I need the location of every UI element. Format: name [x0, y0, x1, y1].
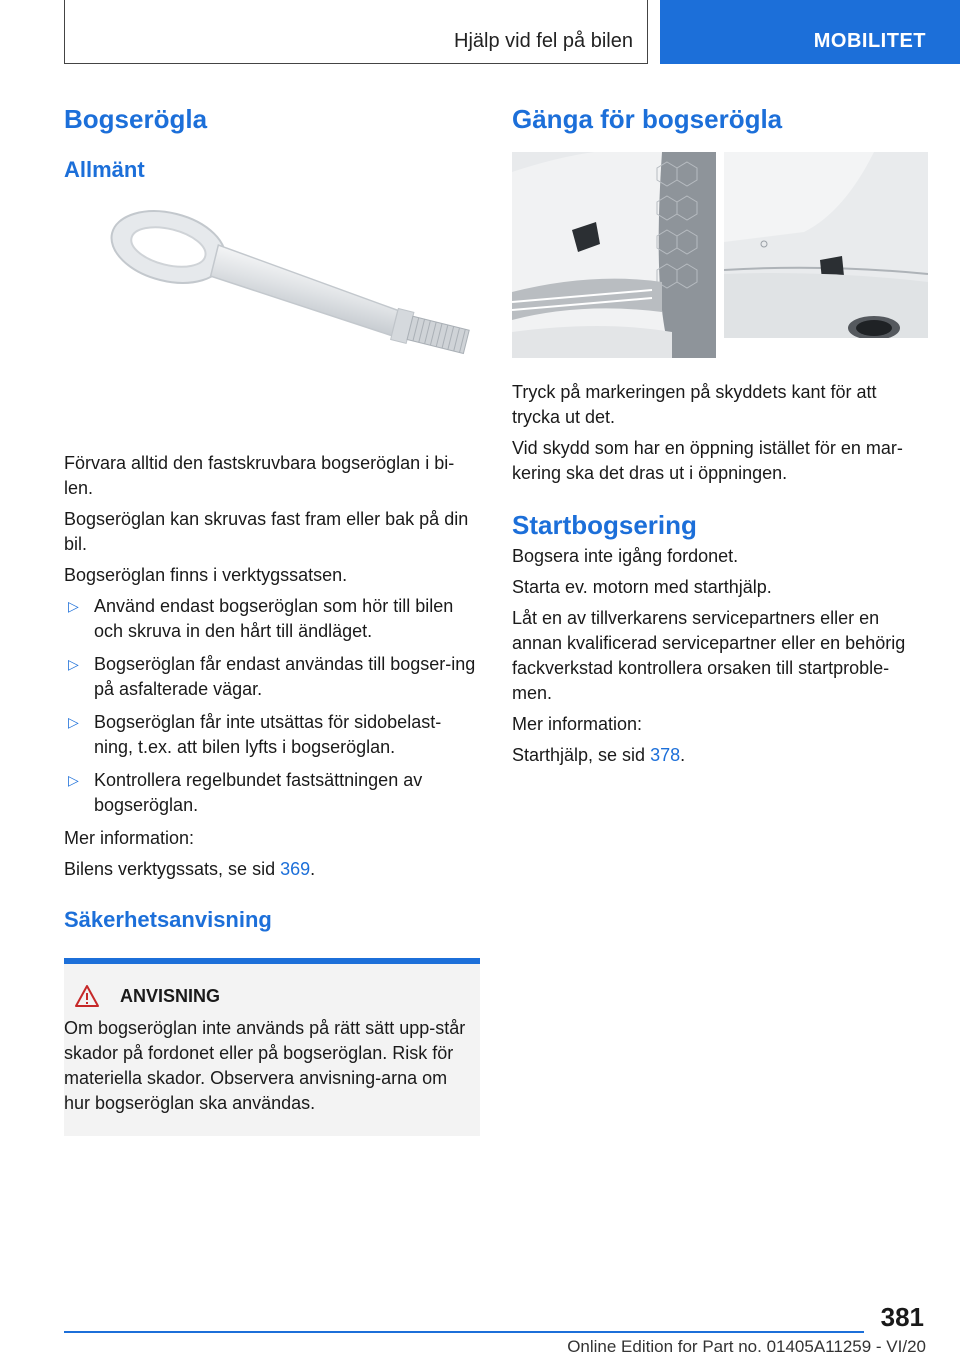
page-number: 381 [880, 1302, 924, 1332]
paragraph-jump-start: Starta ev. motorn med starthjälp. [512, 577, 772, 597]
heading-thread: Gänga för bogserögla [512, 104, 783, 134]
paragraph-service: Låt en av tillverkarens servicepartners eller en annan kvalificerad servicepartner eller en behörig fackverkstad kontrollera orsaken till startproble-men. [512, 608, 906, 703]
left-column [64, 100, 480, 1136]
right-column [512, 100, 928, 768]
reference-toolkit: Bilens verktygssats, se sid 369. [64, 859, 316, 879]
footer-edition: Online Edition for Part no. 01405A11259 - VI/20 [567, 1337, 926, 1356]
list-item: ▷ Bogseröglan får inte utsättas för sidobelast-ning, t.ex. att bilen lyfts i bogseröglan. [68, 712, 442, 757]
paragraph-mount: Bogseröglan kan skruvas fast fram eller bak på din bil. [64, 509, 469, 554]
triangle-bullet-icon: ▷ [68, 714, 79, 730]
chapter-tab-label: MOBILITET [813, 30, 926, 52]
heading-safety: Säkerhetsanvisning [64, 907, 272, 932]
list-item: ▷ Använd endast bogseröglan som hör till bilen och skruva in den hårt till ändläget. [68, 596, 454, 641]
heading-tow-eye: Bogserögla [64, 104, 208, 134]
warning-icon [74, 984, 100, 1008]
triangle-bullet-icon: ▷ [68, 656, 79, 672]
paragraph-store: Förvara alltid den fastskruvbara bogseröglan i bi-len. [64, 453, 455, 498]
reference-jump-start: Starthjälp, se sid 378. [512, 745, 686, 765]
tow-eye-image [64, 200, 480, 440]
footer-divider [64, 1331, 864, 1333]
triangle-bullet-icon: ▷ [68, 772, 79, 788]
page-link-369[interactable]: 369 [280, 859, 311, 879]
header-section-title: Hjälp vid fel på bilen [454, 30, 633, 52]
more-info-label: Mer information: [64, 828, 195, 848]
notice-body: Om bogseröglan inte används på rätt sätt upp-står skador på fordonet eller på bogseröglan. Risk för materiella skador. Observera anvisning-arna om hur bogseröglan ska användas. [64, 1018, 466, 1113]
heading-general: Allmänt [64, 157, 145, 182]
triangle-bullet-icon: ▷ [68, 598, 79, 614]
paragraph-press-marking: Tryck på markeringen på skyddets kant för att trycka ut det. [512, 382, 877, 427]
paragraph-no-tow-start: Bogsera inte igång fordonet. [512, 546, 739, 566]
chapter-tab[interactable] [660, 0, 960, 64]
notice-title: ANVISNING [120, 985, 221, 1006]
heading-tow-start: Startbogsering [512, 510, 697, 540]
paragraph-toolkit: Bogseröglan finns i verktygssatsen. [64, 565, 348, 585]
bumper-images [512, 152, 928, 358]
rear-bumper-image [724, 152, 928, 338]
front-bumper-image [512, 152, 716, 358]
instruction-list [64, 594, 480, 818]
header-section-box [64, 0, 648, 64]
notice-box [64, 958, 480, 1136]
list-item: ▷ Kontrollera regelbundet fastsättningen av bogseröglan. [68, 770, 423, 815]
page-link-378[interactable]: 378 [650, 745, 681, 765]
list-item: ▷ Bogseröglan får endast användas till bogser-ing på asfalterade vägar. [68, 654, 476, 699]
paragraph-opening: Vid skydd som har en öppning istället för en mar-kering ska det dras ut i öppningen. [512, 438, 903, 483]
more-info-label: Mer information: [512, 714, 643, 734]
